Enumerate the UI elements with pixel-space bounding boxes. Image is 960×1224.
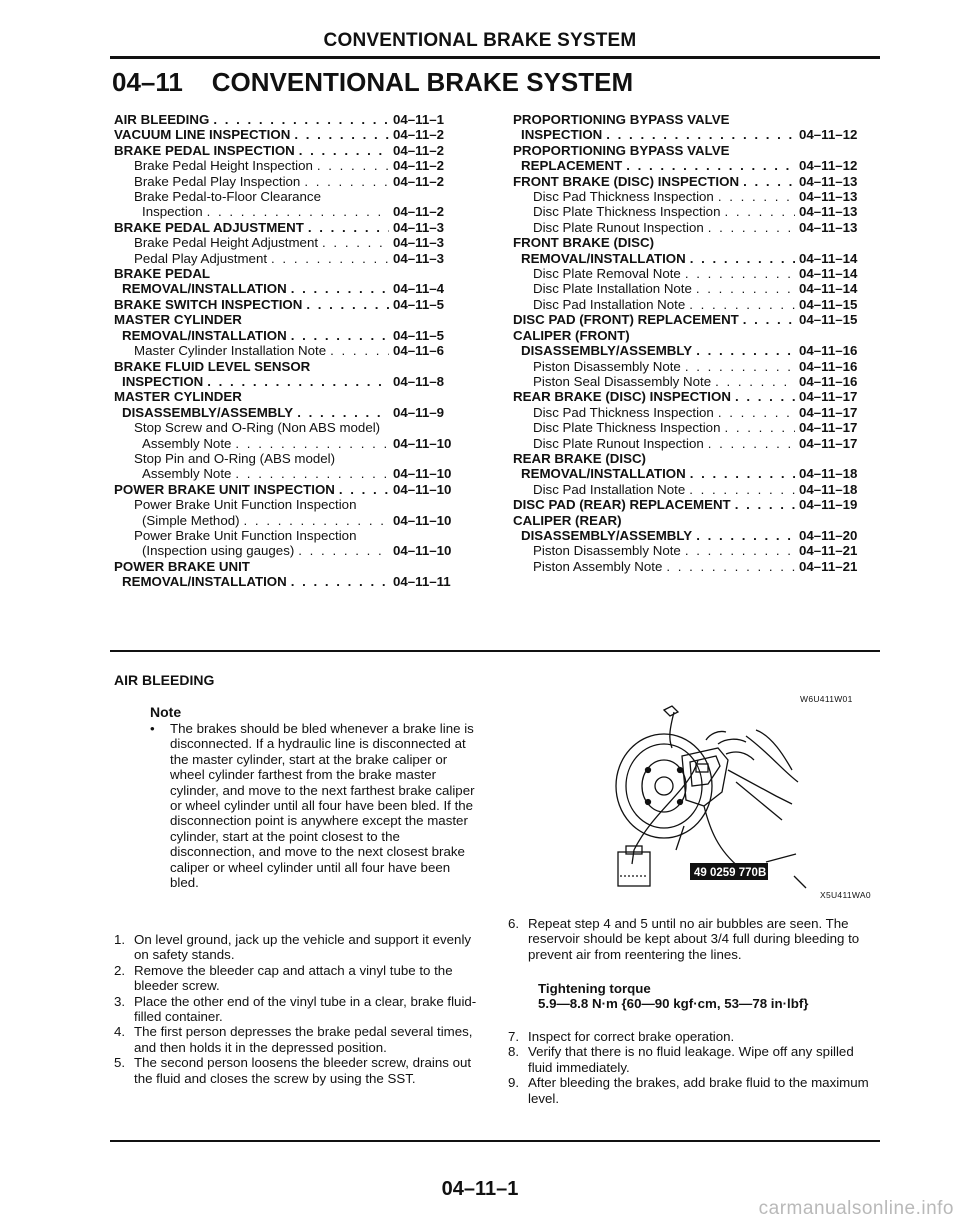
- toc-entry: [513, 420, 875, 435]
- toc-leader-dots: [606, 127, 795, 142]
- step-number: 2.: [114, 962, 126, 978]
- toc-entry-title: INSPECTION: [122, 373, 204, 389]
- toc-entry-title: MASTER CYLINDER: [114, 389, 242, 405]
- toc-leader-dots: [306, 297, 389, 312]
- toc-left-column: [114, 112, 469, 590]
- toc-entry-title: Power Brake Unit Function Inspection: [134, 497, 357, 513]
- watermark: carmanualsonline.info: [758, 1198, 954, 1219]
- toc-entry: [513, 482, 875, 497]
- page-number: 04–11–1: [441, 1178, 519, 1200]
- toc-page-ref: 04–11–2: [393, 127, 445, 143]
- toc-leader-dots: [708, 220, 795, 235]
- toc-page-ref: 04–11–19: [799, 497, 858, 513]
- toc-page-ref: 04–11–3: [393, 250, 445, 266]
- toc-entry-title: DISC PAD (FRONT) REPLACEMENT: [513, 312, 739, 328]
- note-text: The brakes should be bled whenever a brake line is disconnected. If a hydraulic line is disconnected at the master cylinder, start at the brake caliper or wheel cylinder farthest from the brake master cylinder, and move to the next farthest brake caliper or wheel cylinder until all four have been bled. If the disconnection point is anywhere except the master cylinder, start at the point closest to the disconnection, and move to the next closest brake caliper or wheel cylinder until all four have been bled.: [170, 721, 475, 891]
- toc-entry: [114, 559, 469, 590]
- toc-page-ref: 04–11–17: [799, 389, 858, 405]
- toc-page-ref: 04–11–16: [799, 358, 858, 374]
- toc-entry: [114, 297, 469, 312]
- toc-page-ref: 04–11–13: [799, 219, 858, 235]
- section-divider: [110, 650, 880, 652]
- toc-leader-dots: [207, 374, 389, 389]
- procedure-step: [508, 1029, 878, 1044]
- toc-page-ref: 04–11–6: [393, 343, 445, 359]
- procedure-step: [114, 963, 489, 994]
- toc-entry-title: REMOVAL/INSTALLATION: [122, 281, 287, 297]
- toc-entry-title: POWER BRAKE UNIT INSPECTION: [114, 481, 335, 497]
- toc-entry-title: BRAKE FLUID LEVEL SENSOR: [114, 358, 311, 374]
- toc-entry-title: PROPORTIONING BYPASS VALVE: [513, 112, 730, 127]
- toc-page-ref: 04–11–14: [799, 281, 858, 297]
- toc-page-ref: 04–11–21: [799, 543, 858, 559]
- toc-entry: [513, 497, 875, 512]
- toc-entry-title: Assembly Note: [142, 466, 232, 482]
- toc-leader-dots: [685, 543, 795, 558]
- toc-page-ref: 04–11–13: [799, 173, 858, 189]
- toc-entry-title: INSPECTION: [521, 127, 603, 143]
- toc-entry-title: Disc Plate Thickness Inspection: [533, 204, 721, 220]
- toc-leader-dots: [718, 189, 795, 204]
- toc-entry: [513, 559, 875, 574]
- toc-page-ref: 04–11–8: [393, 373, 445, 389]
- toc-page-ref: 04–11–5: [393, 296, 445, 312]
- toc-entry-title: Piston Disassembly Note: [533, 543, 681, 559]
- toc-entry-title: Piston Disassembly Note: [533, 358, 681, 374]
- note-bullet: •: [150, 721, 155, 736]
- step-text: Remove the bleeder cap and attach a vinyl tube to the bleeder screw.: [134, 962, 453, 994]
- toc-entry-title: (Simple Method): [142, 512, 240, 528]
- tool-label: 49 0259 770B: [694, 867, 767, 879]
- toc-entry: [114, 235, 469, 250]
- toc-page-ref: 04–11–10: [393, 543, 452, 559]
- step-number: 8.: [508, 1044, 520, 1060]
- toc-entry-title: Pedal Play Adjustment: [134, 250, 268, 266]
- toc-entry-title: REMOVAL/INSTALLATION: [122, 327, 287, 343]
- toc-page-ref: 04–11–10: [393, 466, 452, 482]
- step-number: 9.: [508, 1075, 520, 1091]
- toc-entry-title: DISASSEMBLY/ASSEMBLY: [122, 404, 294, 420]
- toc-entry-title: REMOVAL/INSTALLATION: [122, 574, 287, 590]
- section-number: 04–11: [112, 67, 183, 97]
- toc-entry: [114, 158, 469, 173]
- note-body: [150, 721, 480, 890]
- toc-entry-title: FRONT BRAKE (DISC) INSPECTION: [513, 173, 740, 189]
- toc-page-ref: 04–11–3: [393, 219, 445, 235]
- toc-page-ref: 04–11–12: [799, 127, 858, 143]
- toc-entry-title: REPLACEMENT: [521, 158, 623, 174]
- toc-entry-title: REAR BRAKE (DISC): [513, 450, 646, 466]
- toc-leader-dots: [743, 312, 795, 327]
- toc-leader-dots: [689, 297, 795, 312]
- toc-page-ref: 04–11–10: [393, 481, 452, 497]
- toc-leader-dots: [690, 251, 795, 266]
- toc-entry-title: Piston Seal Disassembly Note: [533, 373, 712, 389]
- toc-entry-title: Disc Plate Removal Note: [533, 266, 681, 282]
- toc-page-ref: 04–11–13: [799, 189, 858, 205]
- toc-entry-title: Brake Pedal Height Adjustment: [134, 235, 319, 251]
- procedure-step: [114, 1024, 489, 1055]
- toc-entry-title: Disc Plate Runout Inspection: [533, 435, 704, 451]
- toc-page-ref: 04–11–3: [393, 235, 445, 251]
- toc-leader-dots: [690, 466, 795, 481]
- toc-leader-dots: [626, 158, 795, 173]
- toc-entry-title: PROPORTIONING BYPASS VALVE: [513, 142, 730, 158]
- toc-page-ref: 04–11–15: [799, 296, 858, 312]
- toc-leader-dots: [291, 574, 389, 589]
- procedure-step: [114, 932, 489, 963]
- toc-entry-title: Piston Assembly Note: [533, 558, 663, 574]
- toc-leader-dots: [685, 266, 795, 281]
- toc-leader-dots: [696, 281, 795, 296]
- toc-entry: [114, 251, 469, 266]
- procedure-steps-left: [114, 932, 489, 1086]
- toc-entry: [513, 281, 875, 296]
- toc-page-ref: 04–11–14: [799, 250, 858, 266]
- toc-page-ref: 04–11–12: [799, 158, 858, 174]
- toc-page-ref: 04–11–13: [799, 204, 858, 220]
- toc-entry-title: VACUUM LINE INSPECTION: [114, 127, 291, 143]
- toc-entry-title: Disc Pad Thickness Inspection: [533, 404, 714, 420]
- step-number: 4.: [114, 1024, 126, 1040]
- toc-page-ref: 04–11–5: [393, 327, 445, 343]
- procedure-step-6: [508, 916, 878, 962]
- toc-entry-title: Stop Pin and O-Ring (ABS model): [134, 450, 336, 466]
- toc-leader-dots: [724, 420, 795, 435]
- toc-entry-title: Disc Plate Installation Note: [533, 281, 692, 297]
- procedure-step: [114, 994, 489, 1025]
- toc-leader-dots: [708, 436, 795, 451]
- torque-value: 5.9—8.8 N·m {60—90 kgf·cm, 53—78 in·lbf}: [538, 996, 809, 1011]
- toc-entry: [513, 174, 875, 189]
- toc-entry: [513, 513, 875, 544]
- footer-rule: [110, 1140, 880, 1142]
- toc-entry: [513, 389, 875, 404]
- toc-entry: [114, 359, 469, 390]
- toc-entry: [513, 235, 875, 266]
- toc-leader-dots: [298, 543, 389, 558]
- toc-entry-title: REMOVAL/INSTALLATION: [521, 250, 686, 266]
- toc-entry: [513, 204, 875, 219]
- toc-entry-title: (Inspection using gauges): [142, 543, 295, 559]
- toc-entry-title: FRONT BRAKE (DISC): [513, 235, 655, 251]
- toc-entry: [513, 543, 875, 558]
- toc-page-ref: 04–11–16: [799, 343, 858, 359]
- toc-entry: [513, 297, 875, 312]
- toc-page-ref: 04–11–16: [799, 373, 858, 389]
- toc-leader-dots: [297, 405, 389, 420]
- toc-leader-dots: [696, 343, 795, 358]
- toc-entry-title: BRAKE SWITCH INSPECTION: [114, 296, 303, 312]
- toc-leader-dots: [308, 220, 389, 235]
- toc-entry-title: AIR BLEEDING: [114, 112, 210, 127]
- toc-entry: [114, 482, 469, 497]
- running-header: CONVENTIONAL BRAKE SYSTEM: [323, 30, 637, 51]
- toc-leader-dots: [743, 174, 795, 189]
- toc-leader-dots: [271, 251, 389, 266]
- figure-code-top: W6U411W01: [800, 694, 853, 704]
- step-text: Inspect for correct brake operation.: [528, 1029, 735, 1044]
- toc-page-ref: 04–11–2: [393, 173, 445, 189]
- step-text: Repeat step 4 and 5 until no air bubbles are seen. The reservoir should be kept about 3/4 full during bleeding to prevent air from reentering the lines.: [528, 916, 860, 962]
- toc-entry-title: Master Cylinder Installation Note: [134, 343, 327, 359]
- step-number: 7.: [508, 1029, 520, 1044]
- toc-entry-title: Inspection: [142, 204, 203, 220]
- step-number: 6.: [508, 916, 520, 931]
- toc-entry-title: Disc Plate Runout Inspection: [533, 219, 704, 235]
- toc-page-ref: 04–11–18: [799, 466, 858, 482]
- step-text: Verify that there is no fluid leakage. Wipe off any spilled fluid immediately.: [528, 1044, 854, 1075]
- toc-leader-dots: [291, 281, 389, 296]
- toc-leader-dots: [718, 405, 795, 420]
- toc-leader-dots: [724, 204, 795, 219]
- brake-bleeding-illustration: [586, 700, 886, 892]
- toc-page-ref: 04–11–9: [393, 404, 445, 420]
- toc-entry: [513, 405, 875, 420]
- toc-leader-dots: [666, 559, 795, 574]
- toc-page-ref: 04–11–4: [393, 281, 445, 297]
- toc-entry-title: BRAKE PEDAL ADJUSTMENT: [114, 219, 304, 235]
- toc-page-ref: 04–11–10: [393, 512, 452, 528]
- toc-entry: [513, 451, 875, 482]
- toc-entry-title: REAR BRAKE (DISC) INSPECTION: [513, 389, 731, 405]
- toc-entry: [513, 112, 875, 143]
- toc-page-ref: 04–11–17: [799, 404, 858, 420]
- toc-entry: [513, 359, 875, 374]
- toc-entry-title: BRAKE PEDAL: [114, 266, 211, 282]
- toc-leader-dots: [235, 436, 389, 451]
- figure-code-bottom: X5U411WA0: [820, 890, 871, 900]
- section-title: [112, 67, 633, 98]
- toc-leader-dots: [294, 127, 389, 142]
- toc-page-ref: 04–11–10: [393, 435, 452, 451]
- toc-leader-dots: [235, 466, 389, 481]
- toc-entry: [513, 220, 875, 235]
- toc-leader-dots: [291, 328, 389, 343]
- procedure-step: [508, 1044, 878, 1075]
- toc-entry: [513, 312, 875, 327]
- toc-leader-dots: [299, 143, 389, 158]
- toc-right-column: [513, 112, 875, 574]
- toc-page-ref: 04–11–15: [799, 312, 858, 328]
- toc-entry-title: Brake Pedal Height Inspection: [134, 158, 313, 174]
- toc-entry-title: BRAKE PEDAL INSPECTION: [114, 142, 295, 158]
- step-text: The first person depresses the brake pedal several times, and then holds it in the depressed position.: [134, 1024, 473, 1055]
- toc-entry-title: Assembly Note: [142, 435, 232, 451]
- toc-entry-title: Power Brake Unit Function Inspection: [134, 527, 357, 543]
- toc-entry-title: Disc Pad Installation Note: [533, 296, 686, 312]
- torque-label: Tightening torque: [538, 981, 651, 996]
- toc-entry-title: Brake Pedal-to-Floor Clearance: [134, 189, 321, 205]
- procedure-steps-right: [508, 1029, 878, 1106]
- toc-entry: [114, 389, 469, 420]
- toc-entry: [114, 174, 469, 189]
- procedure-step: [114, 1055, 489, 1086]
- toc-leader-dots: [213, 112, 389, 127]
- toc-entry-title: Brake Pedal Play Inspection: [134, 173, 301, 189]
- toc-entry-title: Disc Plate Thickness Inspection: [533, 420, 721, 436]
- toc-entry-title: DISASSEMBLY/ASSEMBLY: [521, 527, 693, 543]
- toc-leader-dots: [322, 235, 389, 250]
- toc-entry: [114, 220, 469, 235]
- toc-page-ref: 04–11–20: [799, 527, 858, 543]
- toc-leader-dots: [685, 359, 795, 374]
- procedure-step: [508, 1075, 878, 1106]
- toc-page-ref: 04–11–21: [799, 558, 858, 574]
- toc-entry: [114, 451, 469, 482]
- toc-leader-dots: [339, 482, 389, 497]
- toc-page-ref: 04–11–2: [393, 158, 445, 174]
- toc-leader-dots: [317, 158, 389, 173]
- toc-page-ref: 04–11–11: [393, 574, 451, 590]
- toc-leader-dots: [330, 343, 389, 358]
- toc-entry-title: CALIPER (FRONT): [513, 327, 630, 343]
- step-number: 5.: [114, 1055, 126, 1071]
- toc-entry: [513, 436, 875, 451]
- header-rule: [110, 56, 880, 59]
- toc-entry-title: DISC PAD (REAR) REPLACEMENT: [513, 497, 731, 513]
- toc-leader-dots: [735, 389, 795, 404]
- toc-entry: [114, 189, 469, 220]
- toc-entry: [114, 343, 469, 358]
- step-number: 1.: [114, 932, 126, 947]
- air-bleeding-heading: AIR BLEEDING: [114, 672, 215, 688]
- toc-entry: [513, 328, 875, 359]
- toc-page-ref: 04–11–2: [393, 142, 445, 158]
- toc-entry-title: REMOVAL/INSTALLATION: [521, 466, 686, 482]
- step-text: On level ground, jack up the vehicle and support it evenly on safety stands.: [134, 932, 472, 963]
- step-text: Place the other end of the vinyl tube in a clear, brake fluid-filled container.: [134, 993, 477, 1025]
- toc-leader-dots: [689, 482, 795, 497]
- toc-entry-title: Disc Pad Thickness Inspection: [533, 189, 714, 205]
- toc-entry: [114, 266, 469, 297]
- toc-entry-title: Disc Pad Installation Note: [533, 481, 686, 497]
- note-label: Note: [150, 704, 182, 720]
- toc-entry: [114, 528, 469, 559]
- toc-leader-dots: [735, 497, 795, 512]
- toc-page-ref: 04–11–14: [799, 266, 858, 282]
- toc-entry-title: CALIPER (REAR): [513, 512, 622, 528]
- section-title-text: CONVENTIONAL BRAKE SYSTEM: [211, 67, 634, 97]
- toc-entry: [114, 112, 469, 127]
- toc-page-ref: 04–11–1: [393, 112, 445, 127]
- toc-entry-title: MASTER CYLINDER: [114, 312, 242, 328]
- toc-entry: [114, 127, 469, 142]
- toc-page-ref: 04–11–2: [393, 204, 445, 220]
- toc-entry: [114, 312, 469, 343]
- toc-entry: [114, 143, 469, 158]
- toc-entry: [513, 266, 875, 281]
- toc-leader-dots: [304, 174, 389, 189]
- toc-entry: [114, 420, 469, 451]
- toc-page-ref: 04–11–17: [799, 420, 858, 436]
- toc-entry: [513, 374, 875, 389]
- toc-entry: [513, 189, 875, 204]
- step-number: 3.: [114, 993, 126, 1009]
- toc-leader-dots: [244, 513, 389, 528]
- toc-leader-dots: [207, 204, 389, 219]
- toc-leader-dots: [696, 528, 795, 543]
- toc-entry: [114, 497, 469, 528]
- toc-entry-title: DISASSEMBLY/ASSEMBLY: [521, 343, 693, 359]
- toc-entry: [513, 143, 875, 174]
- toc-page-ref: 04–11–17: [799, 435, 858, 451]
- toc-leader-dots: [715, 374, 795, 389]
- toc-page-ref: 04–11–18: [799, 481, 858, 497]
- toc-entry-title: Stop Screw and O-Ring (Non ABS model): [134, 420, 381, 436]
- step-text: The second person loosens the bleeder screw, drains out the fluid and closes the screw by using the SST.: [134, 1055, 472, 1086]
- step-text: After bleeding the brakes, add brake fluid to the maximum level.: [528, 1075, 869, 1106]
- toc-entry-title: POWER BRAKE UNIT: [114, 558, 250, 574]
